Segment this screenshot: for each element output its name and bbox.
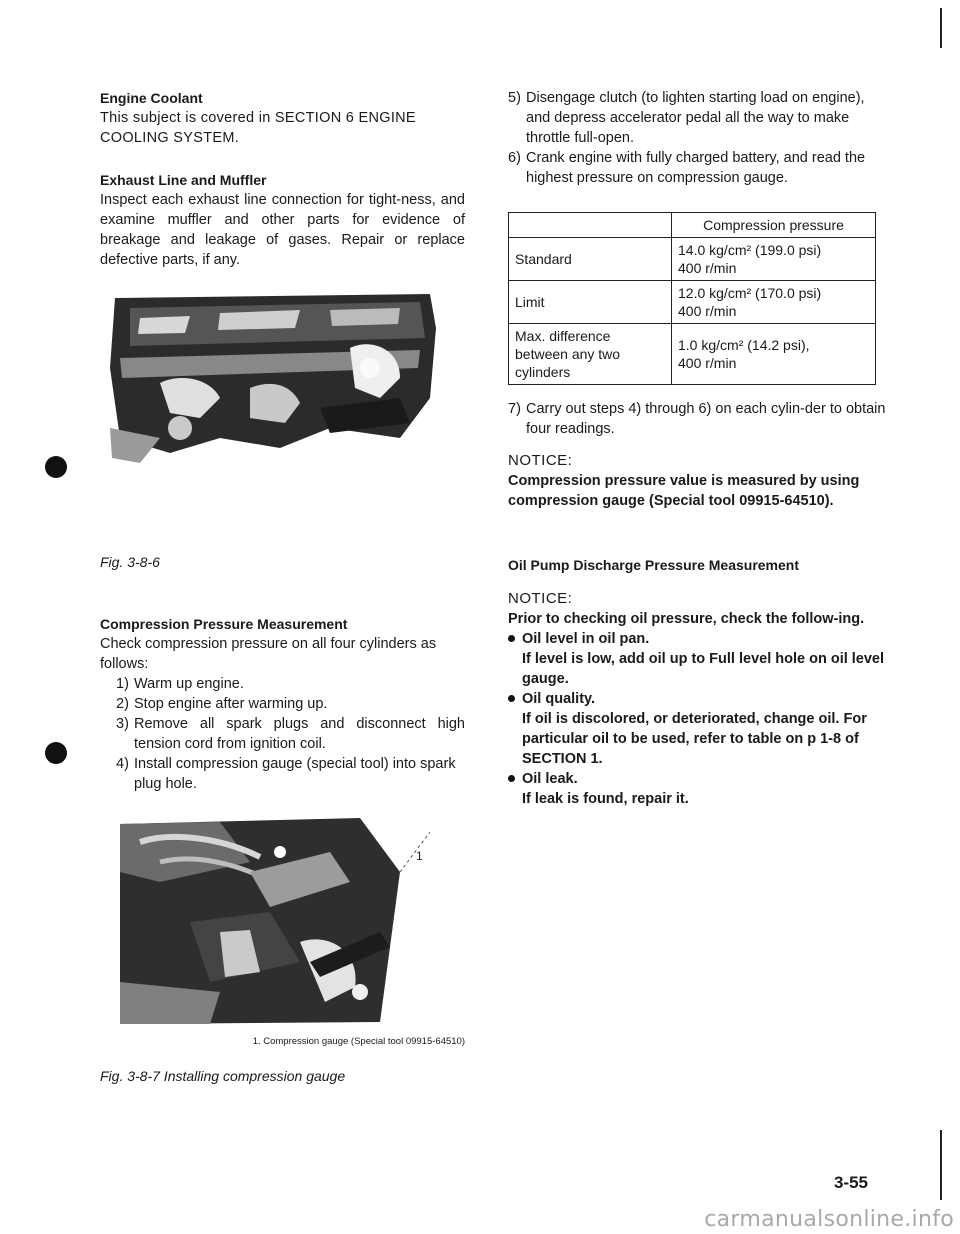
right-column bbox=[508, 88, 888, 809]
coolant-text: This subject is covered in SECTION 6 ENGINE COOLING SYSTEM. bbox=[100, 110, 416, 146]
coolant-title: Engine Coolant bbox=[100, 90, 203, 106]
table-row: Max. difference between any two cylinders 1.0 kg/cm² (14.2 psi), 400 r/min bbox=[509, 324, 876, 385]
punch-hole-bottom bbox=[45, 742, 67, 764]
bullet-icon bbox=[508, 775, 515, 782]
step-item: 4) Install compression gauge (special tool) into spark plug hole. bbox=[116, 756, 456, 792]
step-item: 2) Stop engine after warming up. bbox=[116, 696, 328, 712]
step-item: 5) Disengage clutch (to lighten starting load on engine), and depress accelerator pedal all the way to make throttle full-open. bbox=[508, 90, 865, 146]
exhaust-title: Exhaust Line and Muffler bbox=[100, 172, 267, 188]
table-header: Compression pressure bbox=[672, 213, 876, 238]
oil-check-list bbox=[508, 629, 888, 809]
watermark: carmanualsonline.info bbox=[704, 1207, 954, 1232]
step-item: 6) Crank engine with fully charged battery, and read the highest pressure on compression gauge. bbox=[508, 150, 866, 186]
step-item: 3) Remove all spark plugs and disconnect high tension cord from ignition coil. bbox=[116, 716, 465, 752]
margin-rule-top bbox=[940, 8, 942, 48]
row-label: Max. difference between any two cylinders bbox=[509, 324, 672, 385]
step-item: 1) Warm up engine. bbox=[116, 676, 244, 692]
row-label: Limit bbox=[509, 281, 672, 324]
step-seven bbox=[492, 399, 888, 439]
compression-title: Compression Pressure Measurement bbox=[100, 616, 348, 632]
row-label: Standard bbox=[509, 238, 672, 281]
table-header-row bbox=[509, 213, 876, 238]
bullet-icon bbox=[508, 635, 515, 642]
list-item: Oil level in oil pan. If level is low, add oil up to Full level hole on oil level gauge. bbox=[508, 629, 888, 689]
fig1-caption: Fig. 3-8-6 bbox=[100, 554, 160, 570]
list-item: Oil quality. If oil is discolored, or deteriorated, change oil. For particular oil to be used, refer to table on p 1-8 of SECTION 1. bbox=[508, 689, 888, 769]
notice-heading-2: NOTICE: bbox=[508, 590, 573, 607]
compression-spec-table bbox=[508, 212, 876, 385]
engine-photo-1 bbox=[100, 288, 440, 488]
notice-heading-1: NOTICE: bbox=[508, 452, 573, 469]
page-number: 3-55 bbox=[833, 1173, 868, 1192]
oil-pressure-title: Oil Pump Discharge Pressure Measurement bbox=[508, 557, 799, 573]
table-row: Limit 12.0 kg/cm² (170.0 psi) 400 r/min bbox=[509, 281, 876, 324]
fig2-legend: 1. Compression gauge (Special tool 09915-64510) bbox=[252, 1036, 465, 1047]
step-item: 7) Carry out steps 4) through 6) on each cylin-der to obtain four readings. bbox=[508, 401, 886, 437]
fig2-caption: Fig. 3-8-7 Installing compression gauge bbox=[100, 1068, 346, 1084]
notice-text-2: Prior to checking oil pressure, check the follow-ing. bbox=[508, 611, 865, 627]
fig2-callout-number: 1 bbox=[416, 849, 423, 863]
compression-steps-continued bbox=[492, 88, 888, 188]
engine-photo-2 bbox=[100, 812, 440, 1030]
list-item: Oil leak. If leak is found, repair it. bbox=[508, 769, 888, 809]
compression-steps bbox=[100, 674, 465, 794]
notice-text-1: Compression pressure value is measured by using compression gauge (Special tool 09915-64510). bbox=[508, 473, 860, 509]
left-column bbox=[100, 88, 465, 1086]
compression-text: Check compression pressure on all four cylinders as follows: bbox=[100, 636, 437, 672]
margin-rule-bottom bbox=[940, 1130, 942, 1200]
bullet-icon bbox=[508, 695, 515, 702]
exhaust-text: Inspect each exhaust line connection for tight-ness, and examine muffler and other parts for evidence of breakage and leakage of gases. Repair or replace defective parts, if any. bbox=[100, 192, 465, 268]
figure-exhaust-photo bbox=[100, 288, 440, 488]
figure-compression-photo bbox=[100, 812, 440, 1030]
punch-hole-top bbox=[45, 456, 67, 478]
table-row: Standard 14.0 kg/cm² (199.0 psi) 400 r/min bbox=[509, 238, 876, 281]
